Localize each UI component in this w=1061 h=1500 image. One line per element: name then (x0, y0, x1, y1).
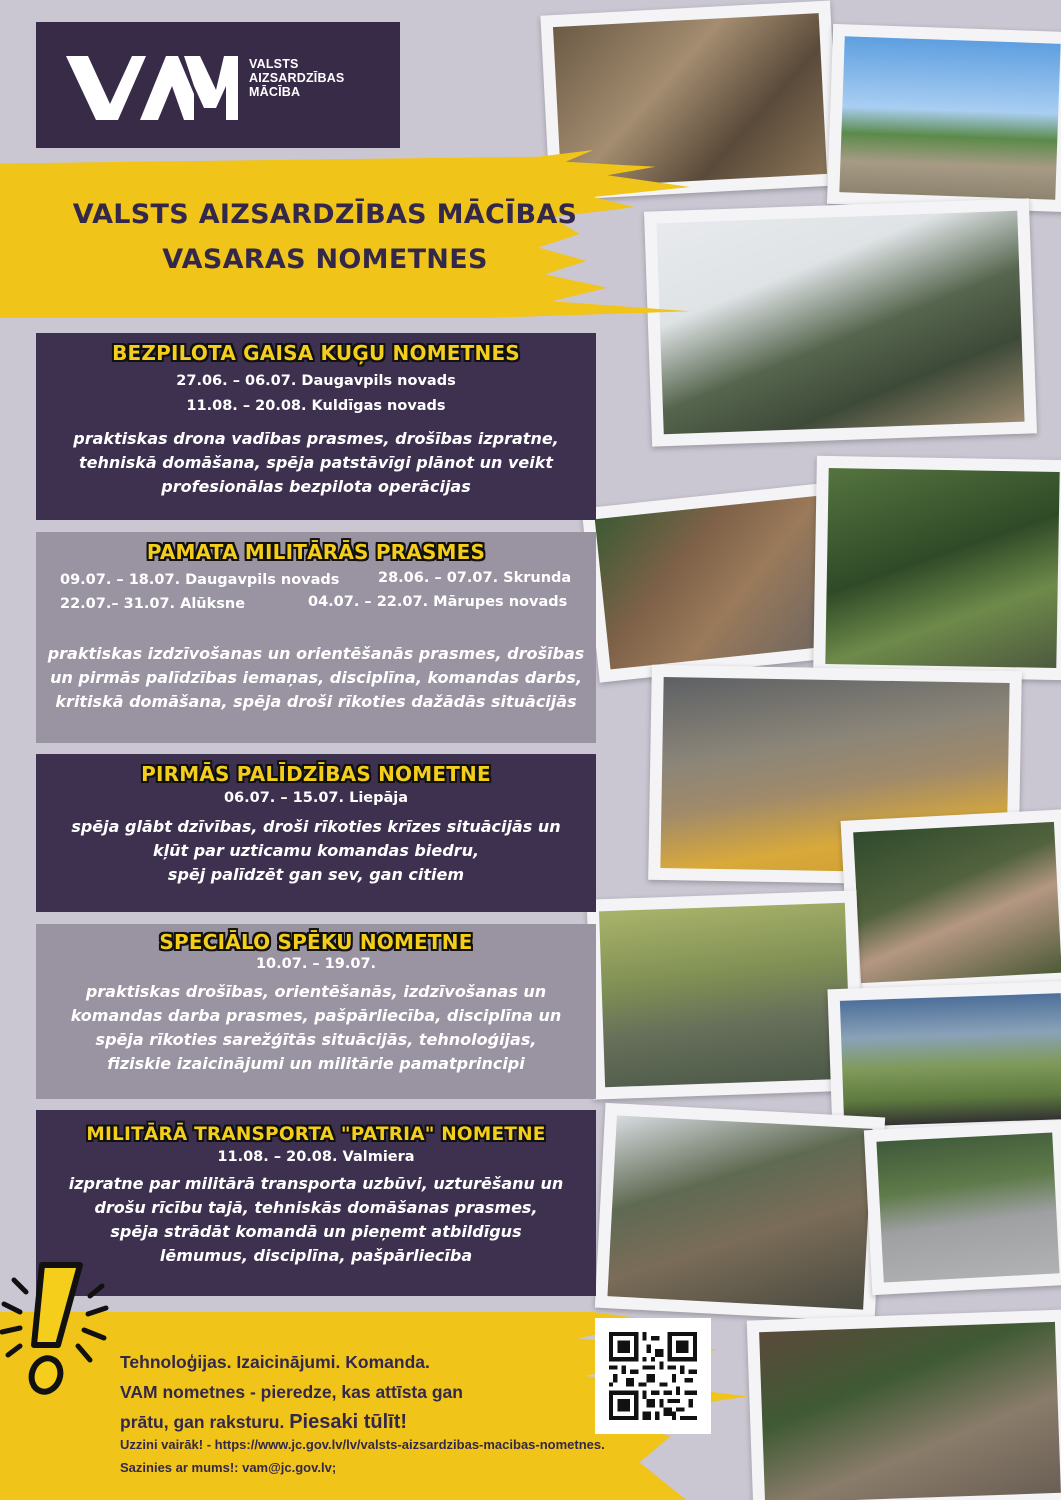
page-title (0, 192, 650, 282)
camp-patria-transport (36, 1110, 596, 1296)
camp-dates (36, 1145, 596, 1170)
photo-stretcher-carry (864, 1120, 1061, 1295)
vam-logo-mark-icon (66, 56, 238, 120)
photo-forest-camouflage (813, 456, 1061, 680)
qr-code-icon (609, 1332, 697, 1420)
logo-line-3: MĀCĪBA (249, 85, 301, 99)
camp-date: 09.07. – 18.07. Daugavpils novads (60, 572, 340, 588)
desc-line: un pirmās palīdzības iemaņas, disciplīna, komandas darbs, (50, 668, 582, 687)
contact-email[interactable]: Sazinies ar mums!: vam@jc.gov.lv; (120, 1460, 337, 1475)
camp-description (36, 642, 596, 714)
camp-dates (36, 786, 596, 811)
camp-dates (36, 954, 596, 974)
desc-line: praktiskas drošības, orientēšanās, izdzīvošanas un (85, 982, 547, 1001)
desc-line: izpratne par militārā transporta uzbūvi, uzturēšanu un (68, 1174, 564, 1193)
cta-line-2: VAM nometnes - pieredze, kas attīsta gan (120, 1382, 463, 1402)
title-line-2: VASARAS NOMETNES (162, 244, 488, 275)
camp-special-forces (36, 924, 596, 1099)
camp-title: MILITĀRĀ TRANSPORTA "PATRIA" NOMETNE (86, 1124, 546, 1145)
camp-dates (36, 570, 596, 620)
cta-line-1: Tehnoloģijas. Izaicinājumi. Komanda. (120, 1352, 430, 1372)
desc-line: praktiskas izdzīvošanas un orientēšanās prasmes, drošības (47, 644, 585, 663)
desc-line: drošu rīcību tajā, tehniskās domāšanas prasmes, (94, 1198, 538, 1217)
camp-date: 27.06. – 06.07. Daugavpils novads (176, 373, 456, 389)
camp-date: 10.07. – 19.07. (255, 956, 377, 972)
camp-date: 04.07. – 22.07. Mārupes novads (308, 594, 568, 610)
photo-armored-vehicle (587, 890, 864, 1099)
camp-title: SPECIĀLO SPĒKU NOMETNE (159, 930, 473, 954)
title-line-1: VALSTS AIZSARDZĪBAS MĀCĪBAS (72, 199, 578, 230)
cta-slogan (120, 1347, 590, 1437)
photo-helmet-goggles (841, 809, 1061, 996)
camp-description (36, 815, 596, 887)
exclamation-icon (0, 1260, 120, 1430)
more-info-link[interactable]: Uzzini vairāk! - https://www.jc.gov.lv/lv/valsts-aizsardzibas-macibas-nometnes. (120, 1437, 605, 1452)
camp-drone (36, 333, 596, 520)
desc-line: kļūt par uzticamu komandas biedru, (152, 841, 480, 860)
photo-forest-march (595, 1103, 885, 1322)
camp-date: 11.08. – 20.08. Valmiera (217, 1149, 415, 1165)
qr-code[interactable] (595, 1318, 711, 1434)
logo-wordmark (249, 57, 344, 99)
logo-line-2: AIZSARDZĪBAS (249, 71, 345, 85)
vam-logo (36, 22, 400, 148)
desc-line: spēj palīdzēt gan sev, gan citiem (167, 865, 465, 884)
camp-date: 11.08. – 20.08. Kuldīgas novads (186, 398, 446, 414)
desc-line: fiziskie izaicinājumi un militārie pamatprincipi (107, 1054, 525, 1073)
photo-excavation (582, 482, 849, 682)
apply-now-text: Piesaki tūlīt! (289, 1411, 408, 1433)
camp-title: PAMATA MILITĀRĀS PRASMES (146, 540, 486, 564)
photo-radio-operator (827, 24, 1061, 212)
desc-line: komandas darba prasmes, pašpārliecība, disciplīna un (70, 1006, 562, 1025)
camp-title: BEZPILOTA GAISA KUĢU NOMETNES (112, 341, 520, 365)
logo-line-1: VALSTS (249, 57, 299, 71)
desc-line: lēmumus, disciplīna, pašpārliecība (159, 1246, 473, 1265)
desc-line: spēja rīkoties sarežģītās situācijās, tehnoloģijas, (95, 1030, 537, 1049)
photo-drone-controller (747, 1309, 1061, 1500)
cta-line-3: prātu, gan raksturu. (120, 1412, 285, 1432)
camp-basic-military (36, 532, 596, 743)
camp-first-aid (36, 754, 596, 912)
camp-title: PIRMĀS PALĪDZĪBAS NOMETNE (141, 762, 491, 786)
desc-line: spēja strādāt komandā un pieņemt atbildīgus (110, 1222, 522, 1241)
camp-date: 28.06. – 07.07. Skrunda (378, 570, 572, 586)
camp-description (36, 1172, 596, 1268)
desc-line: profesionālas bezpilota operācijas (161, 477, 471, 496)
camp-description (36, 427, 596, 499)
desc-line: praktiskas drona vadības prasmes, drošības izpratne, (73, 429, 559, 448)
desc-line: spēja glābt dzīvības, droši rīkoties krīzes situācijās un (71, 817, 561, 836)
contact-info (120, 1433, 605, 1479)
camp-dates (36, 369, 596, 419)
camp-date: 06.07. – 15.07. Liepāja (223, 790, 409, 806)
photo-drone-pilot (644, 198, 1037, 446)
camp-date: 22.07.– 31.07. Alūksne (60, 596, 246, 612)
desc-line: kritiskā domāšana, spēja droši rīkoties dažādās situācijās (55, 692, 577, 711)
camp-description (36, 980, 596, 1076)
desc-line: tehniskā domāšana, spēja patstāvīgi plānot un veikt (78, 453, 554, 472)
